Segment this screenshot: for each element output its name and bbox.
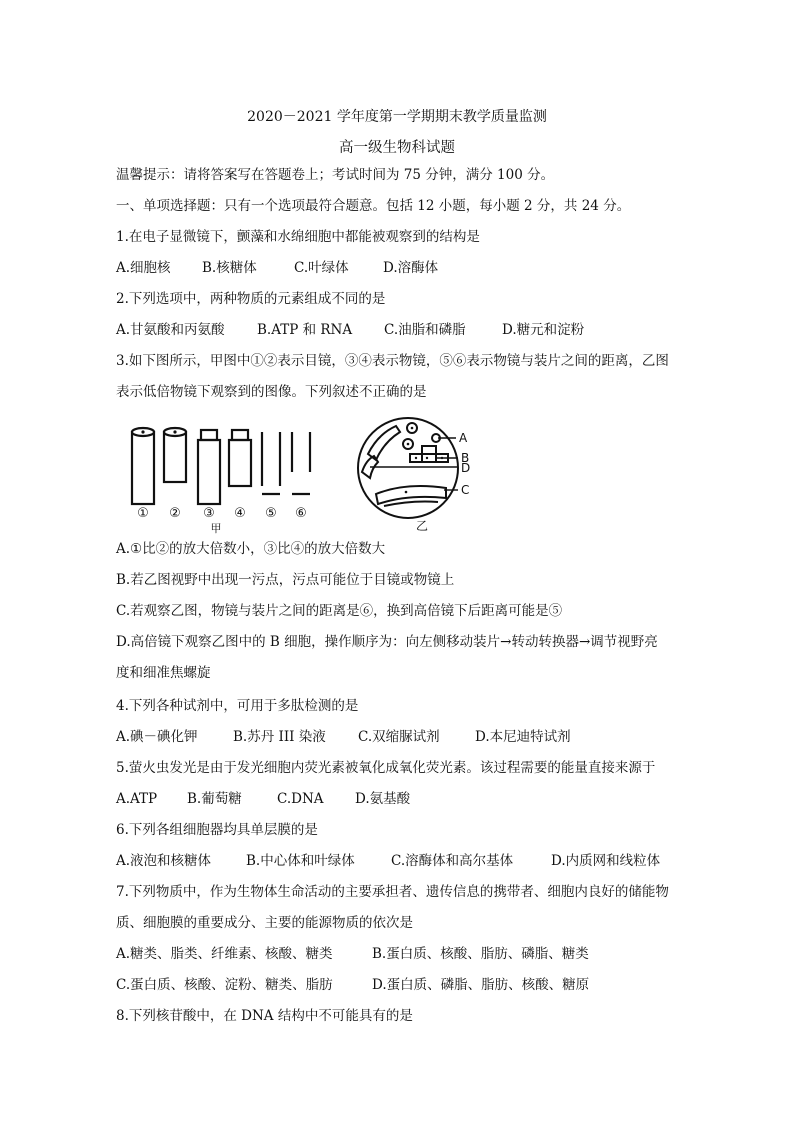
distance-5-walls [262, 432, 280, 486]
question-2-stem: 2.下列选项中，两种物质的元素组成不同的是 [116, 291, 386, 307]
eyepiece-2-dot [173, 430, 176, 433]
question-1-options [116, 259, 438, 277]
eyepiece-1-dot [141, 430, 144, 433]
microscope-figure [116, 416, 516, 534]
objective-4 [229, 440, 251, 486]
question-7-stem-line-2: 质、细胞膜的重要成分、主要的能源物质的依次是 [116, 915, 413, 931]
objective-3 [198, 440, 220, 504]
exam-subtitle: 高一级生物科试题 [339, 140, 455, 156]
option-b[interactable]: B.中心体和叶绿体 [246, 853, 355, 869]
question-5-options [116, 790, 410, 808]
option-d[interactable]: D.溶酶体 [383, 260, 439, 276]
cell-b [422, 454, 436, 462]
option-c[interactable]: C.DNA [277, 791, 324, 807]
cell-cluster-top [422, 446, 436, 454]
label-2: ② [169, 506, 181, 521]
question-4-stem: 4.下列各种试剂中，可用于多肽检测的是 [116, 698, 359, 714]
option-b[interactable]: B.ATP 和 RNA [257, 322, 353, 338]
notice-text: 温馨提示：请将答案写在答题卷上；考试时间为 75 分钟，满分 100 分。 [116, 167, 555, 183]
option-b[interactable]: B.核糖体 [202, 260, 257, 276]
option-b[interactable]: B.葡萄糖 [187, 791, 242, 807]
objective-4-cap [232, 430, 248, 440]
label-6: ⑥ [295, 506, 307, 521]
question-4-options [116, 728, 571, 746]
option-d[interactable]: D.糖元和淀粉 [502, 322, 585, 338]
question-7-options-row-1 [116, 945, 589, 963]
option-c[interactable]: C.双缩脲试剂 [358, 729, 440, 745]
question-3-option-a[interactable]: A.①比②的放大倍数小，③比④的放大倍数大 [116, 541, 386, 557]
question-3-option-b[interactable]: B.若乙图视野中出现一污点，污点可能位于目镜或物镜上 [116, 572, 455, 588]
question-6-options [116, 852, 660, 870]
option-d[interactable]: D.内质网和线粒体 [551, 853, 661, 869]
distance-6-walls [292, 432, 310, 472]
question-1-stem: 1.在电子显微镜下，颤藻和水绵细胞中都能被观察到的结构是 [116, 229, 480, 245]
question-3-stem-line-2: 表示低倍物镜下观察到的图像。下列叙述不正确的是 [116, 384, 427, 400]
label-b: B [461, 451, 470, 465]
option-d[interactable]: D.蛋白质、磷脂、脂肪、核酸、糖原 [372, 977, 590, 993]
question-6-stem: 6.下列各组细胞器均具单层膜的是 [116, 822, 318, 838]
microscope-diagram [116, 416, 516, 534]
nucleus [411, 427, 414, 430]
question-2-options [116, 321, 584, 339]
nucleus [426, 457, 428, 459]
eyepiece-2 [164, 432, 186, 482]
label-a: A [459, 431, 468, 445]
option-c[interactable]: C.叶绿体 [294, 260, 349, 276]
option-a[interactable]: A.细胞核 [116, 260, 171, 276]
figure-jia-caption: 甲 [210, 522, 222, 534]
label-d: D [461, 461, 471, 475]
figure-yi-caption: 乙 [416, 519, 429, 533]
question-7-options-row-2 [116, 976, 589, 994]
eyepiece-1 [132, 432, 154, 504]
option-b[interactable]: B.蛋白质、核酸、脂肪、磷脂、糖类 [372, 946, 589, 962]
option-b[interactable]: B.苏丹 III 染液 [233, 729, 326, 745]
nucleus [407, 443, 410, 446]
option-c[interactable]: C.蛋白质、核酸、淀粉、糖类、脂肪 [116, 977, 333, 993]
question-7-stem-line-1: 7.下列物质中，作为生物体生命活动的主要承担者、遗传信息的携带者、细胞内良好的储能物 [116, 884, 669, 900]
exam-title: 2020－2021 学年度第一学期期末教学质量监测 [247, 109, 547, 125]
option-a[interactable]: A.ATP [116, 791, 158, 807]
label-5: ⑤ [265, 506, 277, 521]
option-a[interactable]: A.碘－碘化钾 [116, 729, 198, 745]
label-1: ① [137, 506, 149, 521]
option-d[interactable]: D.本尼迪特试剂 [475, 729, 571, 745]
option-a[interactable]: A.甘氨酸和丙氨酸 [116, 322, 225, 338]
objective-3-cap [201, 430, 217, 440]
nucleus [415, 457, 417, 459]
question-3-option-d-line-2[interactable]: 度和细准焦螺旋 [116, 665, 211, 681]
question-3-option-d-line-1[interactable]: D.高倍镜下观察乙图中的 B 细胞，操作顺序为：向左侧移动装片→转动转换器→调节视野亮 [116, 634, 658, 650]
option-a[interactable]: A.液泡和核糖体 [116, 853, 212, 869]
question-5-stem: 5.萤火虫发光是由于发光细胞内荧光素被氧化成氧化荧光素。该过程需要的能量直接来源于 [116, 760, 656, 776]
option-c[interactable]: C.油脂和磷脂 [384, 322, 466, 338]
label-c: C [461, 483, 470, 497]
question-3-option-c[interactable]: C.若观察乙图，物镜与装片之间的距离是⑥，换到高倍镜下后距离可能是⑤ [116, 603, 563, 619]
label-3: ③ [203, 506, 215, 521]
option-a[interactable]: A.糖类、脂类、纤维素、核酸、糖类 [116, 946, 333, 962]
question-3-stem-line-1: 3.如下图所示，甲图中①②表示目镜，③④表示物镜，⑤⑥表示物镜与装片之间的距离，乙图 [116, 353, 669, 369]
option-d[interactable]: D.氨基酸 [355, 791, 411, 807]
label-4: ④ [234, 506, 246, 521]
nucleus [405, 491, 408, 494]
question-8-stem: 8.下列核苷酸中，在 DNA 结构中不可能具有的是 [116, 1008, 413, 1024]
section-heading: 一、单项选择题：只有一个选项最符合题意。包括 12 小题，每小题 2 分，共 24 分。 [116, 198, 631, 214]
nucleus [441, 457, 443, 459]
option-c[interactable]: C.溶酶体和高尔基体 [391, 853, 514, 869]
cells-bottom-edge [384, 502, 438, 507]
